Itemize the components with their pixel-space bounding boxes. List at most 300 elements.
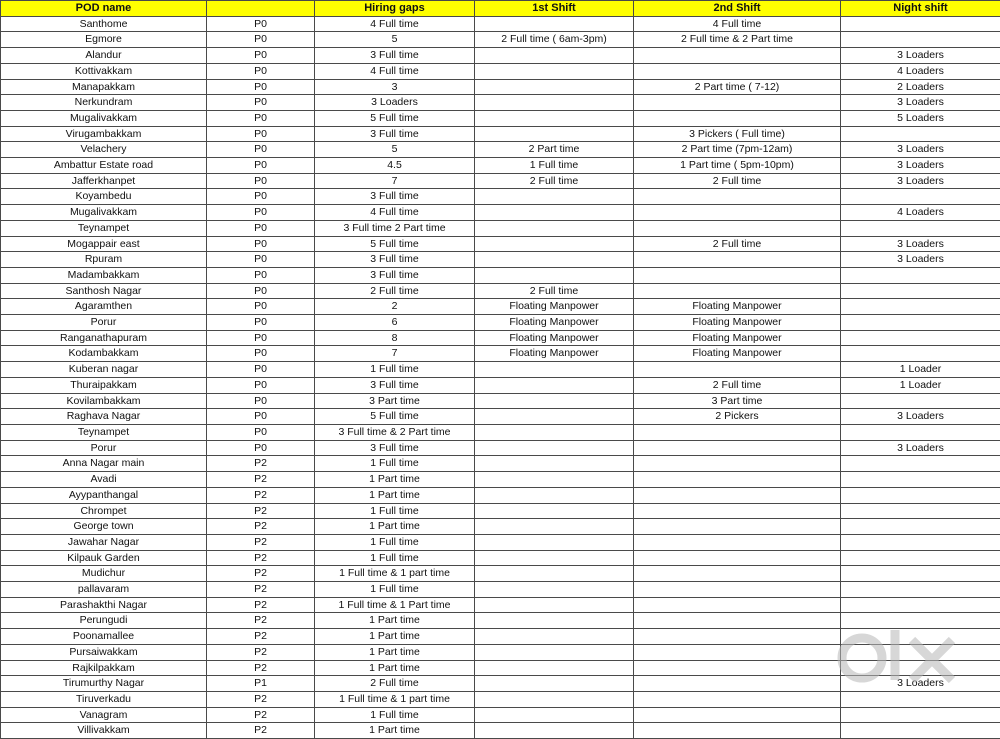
first-shift-cell: Floating Manpower (475, 346, 634, 362)
priority-cell: P2 (207, 723, 315, 739)
night-shift-cell (841, 456, 1000, 472)
priority-cell: P2 (207, 613, 315, 629)
header-row (1, 1, 1000, 17)
table-row (1, 32, 1000, 48)
hiring-gaps-cell: 1 Full time (315, 582, 475, 598)
pod-name-cell: Porur (1, 440, 207, 456)
first-shift-cell (475, 723, 634, 739)
first-shift-cell: 2 Full time (475, 173, 634, 189)
priority-cell: P0 (207, 330, 315, 346)
night-shift-cell (841, 126, 1000, 142)
night-shift-cell: 4 Loaders (841, 63, 1000, 79)
pod-name-cell: Perungudi (1, 613, 207, 629)
second-shift-cell (634, 597, 841, 613)
priority-cell: P0 (207, 346, 315, 362)
table-row (1, 299, 1000, 315)
hiring-gaps-cell: 1 Part time (315, 629, 475, 645)
night-shift-cell (841, 189, 1000, 205)
hiring-gaps-cell: 1 Full time (315, 456, 475, 472)
second-shift-cell: Floating Manpower (634, 315, 841, 331)
second-shift-cell (634, 519, 841, 535)
second-shift-cell (634, 472, 841, 488)
table-row (1, 597, 1000, 613)
table-row (1, 158, 1000, 174)
pod-name-cell: Avadi (1, 472, 207, 488)
table-row (1, 456, 1000, 472)
night-shift-cell (841, 267, 1000, 283)
night-shift-cell (841, 582, 1000, 598)
hiring-gaps-cell: 3 Full time (315, 189, 475, 205)
priority-cell: P0 (207, 440, 315, 456)
first-shift-cell (475, 440, 634, 456)
first-shift-cell (475, 189, 634, 205)
priority-cell: P0 (207, 95, 315, 111)
night-shift-cell (841, 613, 1000, 629)
first-shift-cell (475, 424, 634, 440)
first-shift-cell (475, 95, 634, 111)
table-row (1, 629, 1000, 645)
priority-cell: P0 (207, 110, 315, 126)
second-shift-cell (634, 629, 841, 645)
table-row (1, 393, 1000, 409)
second-shift-cell: 2 Full time (634, 173, 841, 189)
second-shift-cell (634, 95, 841, 111)
table-row (1, 472, 1000, 488)
priority-cell: P0 (207, 205, 315, 221)
first-shift-cell (475, 644, 634, 660)
hiring-gaps-cell: 3 Full time 2 Part time (315, 220, 475, 236)
priority-cell: P0 (207, 424, 315, 440)
table-row (1, 205, 1000, 221)
table-row (1, 707, 1000, 723)
priority-cell: P0 (207, 283, 315, 299)
priority-cell: P0 (207, 142, 315, 158)
first-shift-cell (475, 582, 634, 598)
priority-cell: P0 (207, 126, 315, 142)
night-shift-cell (841, 472, 1000, 488)
pod-name-cell: Virugambakkam (1, 126, 207, 142)
header-2nd-shift: 2nd Shift (634, 1, 841, 17)
pod-name-cell: Parashakthi Nagar (1, 597, 207, 613)
priority-cell: P2 (207, 472, 315, 488)
priority-cell: P0 (207, 267, 315, 283)
second-shift-cell (634, 110, 841, 126)
first-shift-cell (475, 79, 634, 95)
table-row (1, 267, 1000, 283)
night-shift-cell (841, 315, 1000, 331)
first-shift-cell (475, 393, 634, 409)
second-shift-cell (634, 566, 841, 582)
second-shift-cell (634, 613, 841, 629)
first-shift-cell (475, 252, 634, 268)
first-shift-cell: 2 Part time (475, 142, 634, 158)
hiring-gaps-cell: 5 (315, 142, 475, 158)
hiring-gaps-cell: 7 (315, 346, 475, 362)
table-row (1, 189, 1000, 205)
table-row (1, 723, 1000, 739)
night-shift-cell (841, 691, 1000, 707)
table-row (1, 142, 1000, 158)
night-shift-cell (841, 566, 1000, 582)
pod-name-cell: pallavaram (1, 582, 207, 598)
hiring-gaps-cell: 1 Full time & 1 Part time (315, 597, 475, 613)
second-shift-cell (634, 660, 841, 676)
hiring-gaps-cell: 1 Part time (315, 472, 475, 488)
first-shift-cell: Floating Manpower (475, 299, 634, 315)
table-row (1, 582, 1000, 598)
pod-name-cell: Koyambedu (1, 189, 207, 205)
first-shift-cell (475, 362, 634, 378)
table-row (1, 613, 1000, 629)
night-shift-cell (841, 503, 1000, 519)
hiring-gaps-cell: 1 Full time & 1 part time (315, 691, 475, 707)
hiring-gaps-cell: 1 Full time & 1 part time (315, 566, 475, 582)
table-row (1, 220, 1000, 236)
table-row (1, 503, 1000, 519)
priority-cell: P0 (207, 252, 315, 268)
first-shift-cell (475, 487, 634, 503)
first-shift-cell (475, 126, 634, 142)
hiring-gaps-cell: 6 (315, 315, 475, 331)
first-shift-cell (475, 110, 634, 126)
night-shift-cell (841, 283, 1000, 299)
night-shift-cell: 3 Loaders (841, 48, 1000, 64)
night-shift-cell (841, 519, 1000, 535)
priority-cell: P2 (207, 456, 315, 472)
priority-cell: P0 (207, 79, 315, 95)
table-row (1, 79, 1000, 95)
second-shift-cell (634, 723, 841, 739)
pod-name-cell: Velachery (1, 142, 207, 158)
night-shift-cell (841, 16, 1000, 32)
night-shift-cell (841, 346, 1000, 362)
priority-cell: P2 (207, 691, 315, 707)
table-row (1, 566, 1000, 582)
night-shift-cell (841, 393, 1000, 409)
pod-name-cell: Teynampet (1, 424, 207, 440)
pod-name-cell: Kodambakkam (1, 346, 207, 362)
hiring-gaps-cell: 3 Part time (315, 393, 475, 409)
second-shift-cell: 2 Part time ( 7-12) (634, 79, 841, 95)
second-shift-cell (634, 487, 841, 503)
night-shift-cell (841, 220, 1000, 236)
night-shift-cell: 1 Loader (841, 377, 1000, 393)
pod-name-cell: Rajkilpakkam (1, 660, 207, 676)
hiring-gaps-cell: 7 (315, 173, 475, 189)
first-shift-cell (475, 660, 634, 676)
second-shift-cell (634, 534, 841, 550)
night-shift-cell: 3 Loaders (841, 95, 1000, 111)
hiring-gaps-cell: 3 (315, 79, 475, 95)
second-shift-cell (634, 676, 841, 692)
pod-name-cell: Alandur (1, 48, 207, 64)
pod-name-cell: Kottivakkam (1, 63, 207, 79)
priority-cell: P0 (207, 16, 315, 32)
night-shift-cell (841, 424, 1000, 440)
second-shift-cell (634, 424, 841, 440)
hiring-gaps-cell: 2 (315, 299, 475, 315)
table-row (1, 676, 1000, 692)
pod-name-cell: Mugalivakkam (1, 205, 207, 221)
pod-name-cell: Villivakkam (1, 723, 207, 739)
priority-cell: P0 (207, 48, 315, 64)
first-shift-cell (475, 707, 634, 723)
hiring-gaps-cell: 1 Part time (315, 519, 475, 535)
table-row (1, 330, 1000, 346)
second-shift-cell: 2 Full time & 2 Part time (634, 32, 841, 48)
priority-cell: P2 (207, 487, 315, 503)
first-shift-cell: 2 Full time (475, 283, 634, 299)
pod-name-cell: Thuraipakkam (1, 377, 207, 393)
table-row (1, 173, 1000, 189)
second-shift-cell (634, 189, 841, 205)
hiring-gaps-cell: 3 Full time (315, 267, 475, 283)
second-shift-cell: 2 Full time (634, 377, 841, 393)
second-shift-cell (634, 220, 841, 236)
priority-cell: P0 (207, 189, 315, 205)
second-shift-cell: Floating Manpower (634, 346, 841, 362)
first-shift-cell (475, 613, 634, 629)
pod-name-cell: Kovilambakkam (1, 393, 207, 409)
pod-name-cell: Jafferkhanpet (1, 173, 207, 189)
night-shift-cell (841, 299, 1000, 315)
header-1st-shift: 1st Shift (475, 1, 634, 17)
pod-name-cell: Madambakkam (1, 267, 207, 283)
second-shift-cell (634, 503, 841, 519)
night-shift-cell: 3 Loaders (841, 158, 1000, 174)
second-shift-cell (634, 267, 841, 283)
second-shift-cell (634, 252, 841, 268)
hiring-gaps-cell: 1 Full time (315, 362, 475, 378)
hiring-gaps-cell: 3 Full time & 2 Part time (315, 424, 475, 440)
table-row (1, 691, 1000, 707)
second-shift-cell (634, 205, 841, 221)
pod-name-cell: Santhosh Nagar (1, 283, 207, 299)
header-night-shift: Night shift (841, 1, 1000, 17)
second-shift-cell: 2 Full time (634, 236, 841, 252)
pod-name-cell: Ayypanthangal (1, 487, 207, 503)
priority-cell: P0 (207, 220, 315, 236)
table-row (1, 346, 1000, 362)
hiring-gaps-cell: 5 Full time (315, 110, 475, 126)
hiring-gaps-cell: 1 Full time (315, 550, 475, 566)
night-shift-cell (841, 597, 1000, 613)
pod-name-cell: Porur (1, 315, 207, 331)
hiring-gaps-cell: 1 Part time (315, 487, 475, 503)
priority-cell: P0 (207, 409, 315, 425)
second-shift-cell (634, 691, 841, 707)
table-row (1, 236, 1000, 252)
pod-name-cell: Nerkundram (1, 95, 207, 111)
hiring-gaps-cell: 5 (315, 32, 475, 48)
pod-name-cell: Egmore (1, 32, 207, 48)
priority-cell: P2 (207, 519, 315, 535)
hiring-gaps-cell: 1 Part time (315, 613, 475, 629)
pod-name-cell: Tiruverkadu (1, 691, 207, 707)
night-shift-cell: 3 Loaders (841, 173, 1000, 189)
pod-name-cell: Teynampet (1, 220, 207, 236)
second-shift-cell (634, 644, 841, 660)
first-shift-cell (475, 205, 634, 221)
header-pod-name: POD name (1, 1, 207, 17)
table-row (1, 126, 1000, 142)
priority-cell: P2 (207, 550, 315, 566)
night-shift-cell: 3 Loaders (841, 676, 1000, 692)
night-shift-cell: 3 Loaders (841, 142, 1000, 158)
pod-name-cell: Kuberan nagar (1, 362, 207, 378)
night-shift-cell (841, 534, 1000, 550)
first-shift-cell (475, 48, 634, 64)
night-shift-cell (841, 707, 1000, 723)
pod-name-cell: Santhome (1, 16, 207, 32)
second-shift-cell (634, 440, 841, 456)
table-row (1, 534, 1000, 550)
table-row (1, 110, 1000, 126)
first-shift-cell (475, 550, 634, 566)
night-shift-cell: 3 Loaders (841, 252, 1000, 268)
second-shift-cell: 2 Part time (7pm-12am) (634, 142, 841, 158)
night-shift-cell: 3 Loaders (841, 409, 1000, 425)
table-row (1, 283, 1000, 299)
hiring-gaps-cell: 1 Full time (315, 707, 475, 723)
second-shift-cell: 3 Pickers ( Full time) (634, 126, 841, 142)
hiring-gaps-cell: 4.5 (315, 158, 475, 174)
night-shift-cell (841, 330, 1000, 346)
first-shift-cell (475, 503, 634, 519)
table-row (1, 409, 1000, 425)
table-row (1, 487, 1000, 503)
priority-cell: P0 (207, 393, 315, 409)
hiring-gaps-cell: 1 Full time (315, 503, 475, 519)
hiring-gaps-cell: 5 Full time (315, 236, 475, 252)
second-shift-cell (634, 362, 841, 378)
pod-name-cell: Ambattur Estate road (1, 158, 207, 174)
hiring-gaps-cell: 2 Full time (315, 676, 475, 692)
second-shift-cell (634, 456, 841, 472)
first-shift-cell (475, 472, 634, 488)
table-row (1, 424, 1000, 440)
hiring-gaps-cell: 1 Part time (315, 644, 475, 660)
table-row (1, 16, 1000, 32)
priority-cell: P0 (207, 236, 315, 252)
table-row (1, 362, 1000, 378)
header-hiring-gaps: Hiring gaps (315, 1, 475, 17)
table-row (1, 660, 1000, 676)
hiring-gaps-cell: 3 Full time (315, 377, 475, 393)
first-shift-cell (475, 534, 634, 550)
pod-name-cell: Rpuram (1, 252, 207, 268)
priority-cell: P2 (207, 534, 315, 550)
hiring-gaps-cell: 1 Full time (315, 534, 475, 550)
first-shift-cell (475, 409, 634, 425)
night-shift-cell (841, 723, 1000, 739)
hiring-gaps-cell: 3 Full time (315, 252, 475, 268)
priority-cell: P2 (207, 707, 315, 723)
night-shift-cell (841, 660, 1000, 676)
pod-name-cell: George town (1, 519, 207, 535)
second-shift-cell (634, 550, 841, 566)
hiring-gaps-cell: 3 Full time (315, 48, 475, 64)
pod-name-cell: Agaramthen (1, 299, 207, 315)
priority-cell: P2 (207, 629, 315, 645)
pod-name-cell: Chrompet (1, 503, 207, 519)
night-shift-cell: 4 Loaders (841, 205, 1000, 221)
pod-name-cell: Ranganathapuram (1, 330, 207, 346)
first-shift-cell (475, 519, 634, 535)
table-row (1, 252, 1000, 268)
second-shift-cell: 3 Part time (634, 393, 841, 409)
night-shift-cell: 1 Loader (841, 362, 1000, 378)
night-shift-cell: 3 Loaders (841, 440, 1000, 456)
pod-name-cell: Pursaiwakkam (1, 644, 207, 660)
table-row (1, 48, 1000, 64)
hiring-gaps-cell: 3 Full time (315, 126, 475, 142)
pod-name-cell: Vanagram (1, 707, 207, 723)
priority-cell: P2 (207, 644, 315, 660)
table-row (1, 644, 1000, 660)
night-shift-cell: 5 Loaders (841, 110, 1000, 126)
night-shift-cell (841, 629, 1000, 645)
table-row (1, 63, 1000, 79)
first-shift-cell (475, 63, 634, 79)
first-shift-cell (475, 377, 634, 393)
hiring-gaps-cell: 1 Part time (315, 723, 475, 739)
second-shift-cell: Floating Manpower (634, 330, 841, 346)
first-shift-cell (475, 236, 634, 252)
first-shift-cell (475, 597, 634, 613)
second-shift-cell: 4 Full time (634, 16, 841, 32)
priority-cell: P2 (207, 503, 315, 519)
night-shift-cell (841, 644, 1000, 660)
priority-cell: P2 (207, 660, 315, 676)
priority-cell: P0 (207, 173, 315, 189)
priority-cell: P0 (207, 315, 315, 331)
priority-cell: P0 (207, 299, 315, 315)
table-row (1, 550, 1000, 566)
hiring-gaps-cell: 5 Full time (315, 409, 475, 425)
second-shift-cell (634, 48, 841, 64)
pod-name-cell: Kilpauk Garden (1, 550, 207, 566)
night-shift-cell: 3 Loaders (841, 236, 1000, 252)
second-shift-cell: Floating Manpower (634, 299, 841, 315)
second-shift-cell: 1 Part time ( 5pm-10pm) (634, 158, 841, 174)
pod-name-cell: Mogappair east (1, 236, 207, 252)
pod-name-cell: Manapakkam (1, 79, 207, 95)
priority-cell: P0 (207, 377, 315, 393)
hiring-gaps-cell: 8 (315, 330, 475, 346)
priority-cell: P1 (207, 676, 315, 692)
hiring-gaps-cell: 3 Full time (315, 440, 475, 456)
first-shift-cell: Floating Manpower (475, 330, 634, 346)
hiring-gaps-cell: 4 Full time (315, 63, 475, 79)
pod-name-cell: Mudichur (1, 566, 207, 582)
first-shift-cell (475, 691, 634, 707)
pod-name-cell: Raghava Nagar (1, 409, 207, 425)
first-shift-cell (475, 220, 634, 236)
second-shift-cell: 2 Pickers (634, 409, 841, 425)
pod-name-cell: Anna Nagar main (1, 456, 207, 472)
pod-name-cell: Poonamallee (1, 629, 207, 645)
first-shift-cell (475, 267, 634, 283)
first-shift-cell (475, 16, 634, 32)
night-shift-cell: 2 Loaders (841, 79, 1000, 95)
night-shift-cell (841, 32, 1000, 48)
first-shift-cell (475, 456, 634, 472)
priority-cell: P2 (207, 582, 315, 598)
hiring-gaps-cell: 2 Full time (315, 283, 475, 299)
first-shift-cell (475, 629, 634, 645)
second-shift-cell (634, 707, 841, 723)
